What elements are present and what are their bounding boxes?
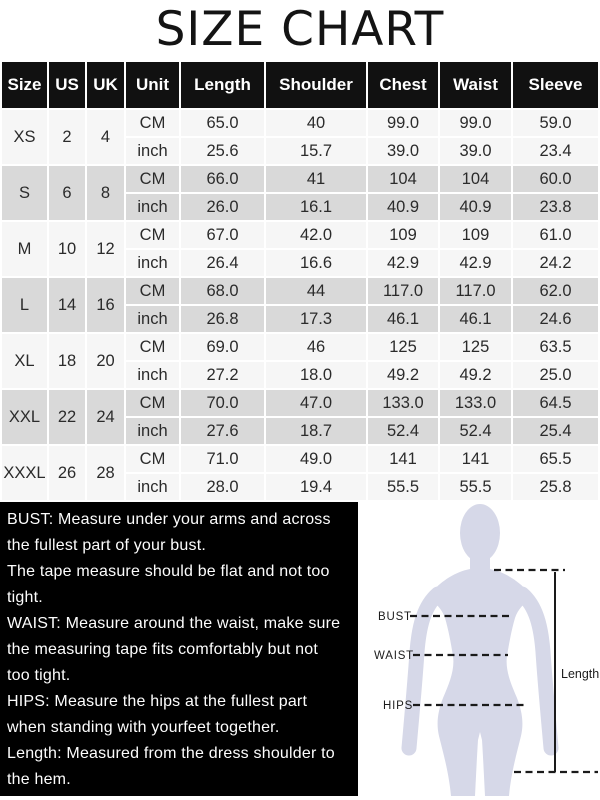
unit-cell: inch	[126, 474, 179, 500]
notes-line: the fullest part of your bust.	[7, 537, 206, 554]
size-cell: L	[2, 278, 47, 332]
value-cell: 16.6	[266, 250, 366, 276]
uk-cell: 8	[87, 166, 124, 220]
unit-cell: inch	[126, 138, 179, 164]
value-cell: 141	[368, 446, 438, 472]
us-cell: 6	[49, 166, 85, 220]
value-cell: 109	[368, 222, 438, 248]
value-cell: 15.7	[266, 138, 366, 164]
size-cell: XXXL	[2, 446, 47, 500]
value-cell: 26.4	[181, 250, 264, 276]
value-cell: 52.4	[440, 418, 511, 444]
col-header-sleeve: Sleeve	[513, 62, 598, 108]
value-cell: 23.4	[513, 138, 598, 164]
value-cell: 42.9	[368, 250, 438, 276]
notes-line: WAIST: Measure around the waist, make sure	[7, 615, 341, 632]
col-header-length: Length	[181, 62, 264, 108]
col-header-us: US	[49, 62, 85, 108]
value-cell: 49.2	[440, 362, 511, 388]
body-measurement-diagram	[358, 502, 600, 796]
value-cell: 19.4	[266, 474, 366, 500]
value-cell: 117.0	[440, 278, 511, 304]
value-cell: 27.6	[181, 418, 264, 444]
value-cell: 24.6	[513, 306, 598, 332]
table-row-xxl-cm	[2, 390, 598, 416]
table-row-xl-cm	[2, 334, 598, 360]
unit-cell: inch	[126, 418, 179, 444]
value-cell: 40.9	[440, 194, 511, 220]
value-cell: 39.0	[368, 138, 438, 164]
us-cell: 10	[49, 222, 85, 276]
value-cell: 18.0	[266, 362, 366, 388]
value-cell: 60.0	[513, 166, 598, 192]
us-cell: 2	[49, 110, 85, 164]
value-cell: 104	[440, 166, 511, 192]
value-cell: 25.0	[513, 362, 598, 388]
unit-cell: CM	[126, 222, 179, 248]
bottom-section	[0, 502, 600, 796]
size-chart-table	[0, 60, 600, 502]
value-cell: 64.5	[513, 390, 598, 416]
unit-cell: inch	[126, 250, 179, 276]
value-cell: 104	[368, 166, 438, 192]
value-cell: 125	[368, 334, 438, 360]
bust-label: BUST	[378, 611, 412, 623]
unit-cell: CM	[126, 166, 179, 192]
us-cell: 26	[49, 446, 85, 500]
length-label: Length	[561, 667, 600, 681]
col-header-waist: Waist	[440, 62, 511, 108]
col-header-size: Size	[2, 62, 47, 108]
figure-body	[430, 568, 530, 796]
notes-line: the measuring tape fits comfortably but not	[7, 641, 318, 658]
value-cell: 41	[266, 166, 366, 192]
uk-cell: 4	[87, 110, 124, 164]
col-header-shoulder: Shoulder	[266, 62, 366, 108]
us-cell: 14	[49, 278, 85, 332]
value-cell: 25.6	[181, 138, 264, 164]
value-cell: 68.0	[181, 278, 264, 304]
unit-cell: CM	[126, 446, 179, 472]
value-cell: 99.0	[440, 110, 511, 136]
value-cell: 61.0	[513, 222, 598, 248]
value-cell: 25.4	[513, 418, 598, 444]
value-cell: 46.1	[440, 306, 511, 332]
notes-line: Length: Measured from the dress shoulder to	[7, 745, 335, 762]
value-cell: 40	[266, 110, 366, 136]
size-cell: XS	[2, 110, 47, 164]
value-cell: 65.0	[181, 110, 264, 136]
notes-line: BUST: Measure under your arms and across	[7, 511, 331, 528]
col-header-chest: Chest	[368, 62, 438, 108]
value-cell: 25.8	[513, 474, 598, 500]
size-cell: S	[2, 166, 47, 220]
value-cell: 39.0	[440, 138, 511, 164]
value-cell: 16.1	[266, 194, 366, 220]
value-cell: 46	[266, 334, 366, 360]
table-row-s-cm	[2, 166, 598, 192]
table-row-xs-cm	[2, 110, 598, 136]
value-cell: 67.0	[181, 222, 264, 248]
value-cell: 18.7	[266, 418, 366, 444]
col-header-uk: UK	[87, 62, 124, 108]
value-cell: 69.0	[181, 334, 264, 360]
notes-line: The tape measure should be flat and not too	[7, 563, 330, 580]
col-header-unit: Unit	[126, 62, 179, 108]
uk-cell: 12	[87, 222, 124, 276]
value-cell: 133.0	[368, 390, 438, 416]
value-cell: 70.0	[181, 390, 264, 416]
value-cell: 46.1	[368, 306, 438, 332]
value-cell: 42.0	[266, 222, 366, 248]
value-cell: 117.0	[368, 278, 438, 304]
notes-line: tight.	[7, 589, 43, 606]
measurement-notes	[0, 502, 358, 796]
waist-label: WAIST	[374, 650, 414, 662]
hips-label: HIPS	[383, 700, 414, 712]
value-cell: 59.0	[513, 110, 598, 136]
size-cell: XXL	[2, 390, 47, 444]
us-cell: 18	[49, 334, 85, 388]
value-cell: 24.2	[513, 250, 598, 276]
value-cell: 62.0	[513, 278, 598, 304]
value-cell: 28.0	[181, 474, 264, 500]
value-cell: 63.5	[513, 334, 598, 360]
value-cell: 99.0	[368, 110, 438, 136]
table-header-row	[2, 62, 598, 108]
value-cell: 26.0	[181, 194, 264, 220]
value-cell: 52.4	[368, 418, 438, 444]
value-cell: 55.5	[368, 474, 438, 500]
value-cell: 44	[266, 278, 366, 304]
value-cell: 23.8	[513, 194, 598, 220]
us-cell: 22	[49, 390, 85, 444]
value-cell: 125	[440, 334, 511, 360]
value-cell: 49.0	[266, 446, 366, 472]
figure-panel	[358, 502, 600, 796]
value-cell: 42.9	[440, 250, 511, 276]
unit-cell: inch	[126, 194, 179, 220]
value-cell: 40.9	[368, 194, 438, 220]
value-cell: 133.0	[440, 390, 511, 416]
notes-line: too tight.	[7, 667, 71, 684]
table-row-m-cm	[2, 222, 598, 248]
figure-right-arm	[522, 594, 551, 748]
size-cell: M	[2, 222, 47, 276]
notes-line: when standing with yourfeet together.	[7, 719, 280, 736]
size-cell: XL	[2, 334, 47, 388]
value-cell: 109	[440, 222, 511, 248]
uk-cell: 24	[87, 390, 124, 444]
unit-cell: inch	[126, 306, 179, 332]
value-cell: 27.2	[181, 362, 264, 388]
table-body	[2, 110, 598, 500]
unit-cell: CM	[126, 278, 179, 304]
unit-cell: inch	[126, 362, 179, 388]
notes-line: the hem.	[7, 771, 71, 788]
uk-cell: 20	[87, 334, 124, 388]
value-cell: 49.2	[368, 362, 438, 388]
value-cell: 141	[440, 446, 511, 472]
unit-cell: CM	[126, 390, 179, 416]
page-title: SIZE CHART	[155, 2, 445, 57]
value-cell: 71.0	[181, 446, 264, 472]
uk-cell: 28	[87, 446, 124, 500]
value-cell: 26.8	[181, 306, 264, 332]
value-cell: 47.0	[266, 390, 366, 416]
table-row-l-cm	[2, 278, 598, 304]
value-cell: 55.5	[440, 474, 511, 500]
uk-cell: 16	[87, 278, 124, 332]
value-cell: 65.5	[513, 446, 598, 472]
value-cell: 17.3	[266, 306, 366, 332]
unit-cell: CM	[126, 334, 179, 360]
notes-line: HIPS: Measure the hips at the fullest part	[7, 693, 308, 710]
value-cell: 66.0	[181, 166, 264, 192]
unit-cell: CM	[126, 110, 179, 136]
table-row-xxxl-cm	[2, 446, 598, 472]
